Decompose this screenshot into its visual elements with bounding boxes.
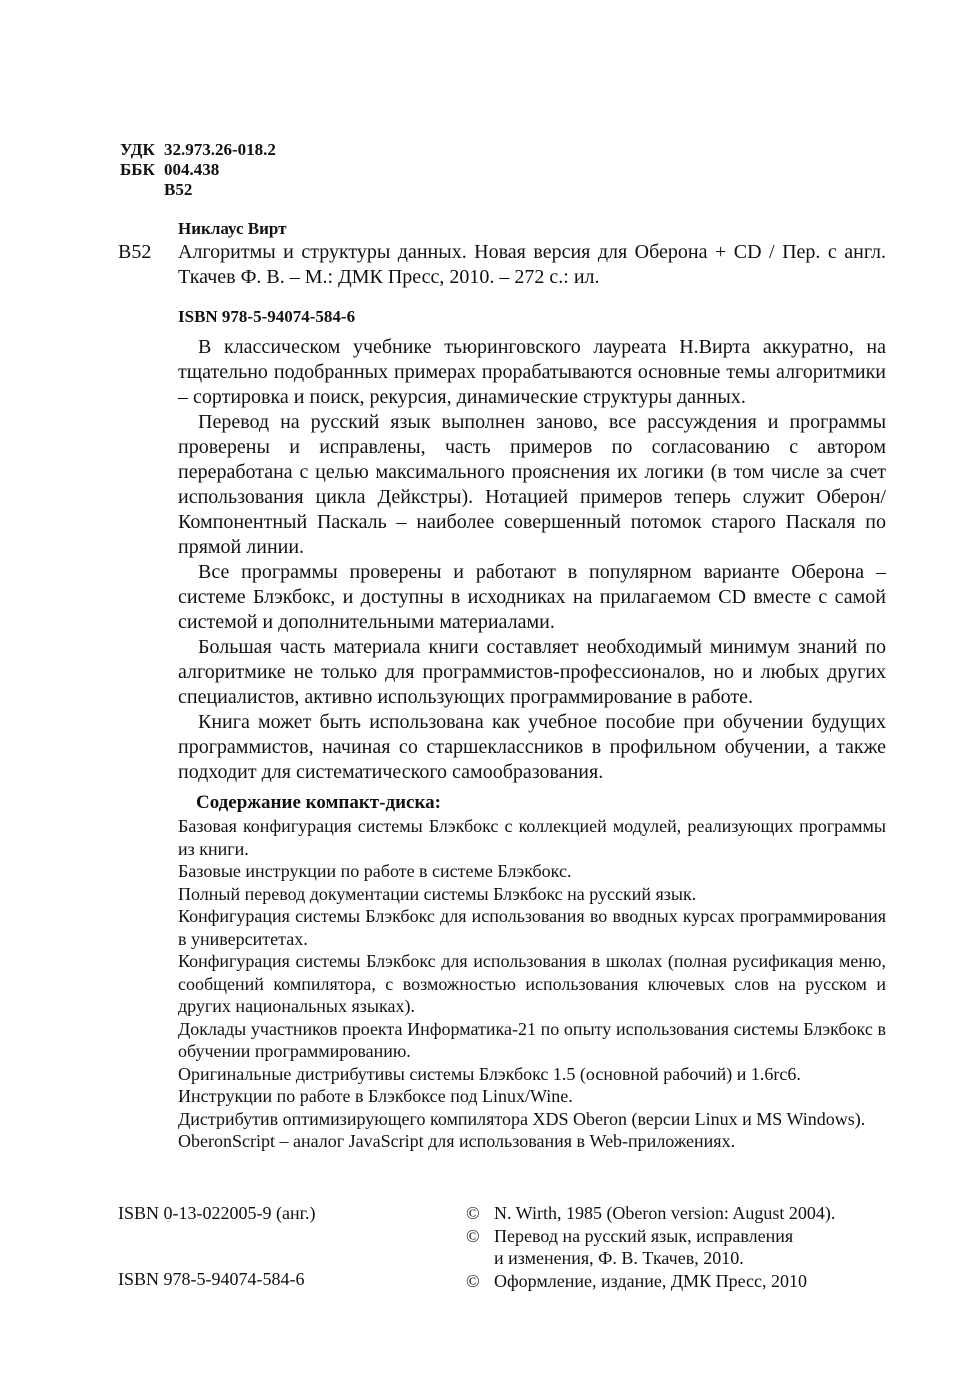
copyright-publisher bbox=[466, 1270, 896, 1293]
copyright-translation bbox=[466, 1225, 896, 1248]
cd-contents-item: Полный перевод документации системы Блэкбокс на русский язык. bbox=[178, 883, 697, 904]
author-mark-value: В52 bbox=[164, 180, 193, 199]
copyright-translation-cont bbox=[466, 1247, 896, 1270]
abstract-paragraph: Большая часть материала книги составляет необходимый минимум знаний по алгоритмике не только для программистов-профессионалов, но и любых других специалистов, активно использующих программирование в работе. bbox=[178, 636, 886, 708]
copyright-text: N. Wirth, 1985 (Oberon version: August 2004). bbox=[494, 1203, 836, 1223]
copyright-symbol: © bbox=[466, 1225, 480, 1246]
copyright-symbol: © bbox=[466, 1270, 480, 1291]
cd-contents-item: Оригинальные дистрибутивы системы Блэкбокс 1.5 (основной рабочий) и 1.6rc6. bbox=[178, 1063, 801, 1084]
abstract-paragraph: Все программы проверены и работают в популярном варианте Оберона – системе Блэкбокс, и доступны в исходниках на прилагаемом CD вместе с самой системой и дополнительными материалами. bbox=[178, 561, 886, 633]
cd-contents-item: OberonScript – аналог JavaScript для использования в Web-приложениях. bbox=[178, 1131, 736, 1151]
author-name: Никлаус Вирт bbox=[178, 219, 287, 238]
abstract-paragraph: В классическом учебнике тьюринговского лауреата Н.Вирта аккуратно, на тщательно подобранных примерах прорабатываются основные темы алгоритмики – сортировка и поиск, рекурсия, динамические структуры данных. bbox=[178, 336, 886, 408]
author-mark-label bbox=[120, 180, 164, 200]
isbn-original: ISBN 0-13-022005-9 (анг.) bbox=[118, 1203, 316, 1223]
abstract-paragraph: Книга может быть использована как учебное пособие при обучении будущих программистов, начиная со старшеклассников в профильном обучении, а также подходит для систематического самообразования. bbox=[178, 711, 886, 783]
bbk-value: 004.438 bbox=[164, 160, 220, 179]
cd-contents-item: Дистрибутив оптимизирующего компилятора XDS Oberon (версии Linux и MS Windows). bbox=[178, 1108, 866, 1129]
abstract-paragraph: Перевод на русский язык выполнен заново, все рассуждения и программы проверены и исправлены, часть примеров по согласованию с автором переработана с целью максимального прояснения их логики (в том числе за счет использования цикла Дейкстры). Нотацией примеров теперь служит Оберон/Компонентный Паскаль – наиболее совершенный потомок старого Паскаля по прямой линии. bbox=[178, 411, 886, 558]
author-mark-row bbox=[120, 180, 276, 200]
cd-contents-item: Доклады участников проекта Информатика-21 по опыту использования системы Блэкбокс в обучении программированию. bbox=[178, 1018, 886, 1061]
classification-block bbox=[120, 140, 276, 200]
isbn-russian: ISBN 978-5-94074-584-6 bbox=[118, 1269, 305, 1289]
cd-contents-item: Инструкции по работе в Блэкбоксе под Linux/Wine. bbox=[178, 1086, 573, 1106]
book-description: Алгоритмы и структуры данных. Новая версия для Оберона + CD / Пер. с англ. Ткачев Ф. В. – М.: ДМК Пресс, 2010. – 272 с.: ил. bbox=[178, 241, 886, 288]
copyright-author bbox=[466, 1202, 896, 1225]
book-author-mark: В52 bbox=[118, 241, 152, 263]
udk-row bbox=[120, 140, 276, 160]
isbn-main: ISBN 978-5-94074-584-6 bbox=[178, 307, 356, 326]
cd-contents-item: Конфигурация системы Блэкбокс для использования в школах (полная русификация меню, сообщений компилятора, с возможностью использования ключевых слов на русском и других национальных языках). bbox=[178, 951, 886, 1016]
udk-label: УДК bbox=[120, 140, 155, 159]
copyright-text: и изменения, Ф. В. Ткачев, 2010. bbox=[494, 1248, 744, 1268]
cd-contents-list bbox=[178, 815, 886, 1153]
bbk-row bbox=[120, 160, 276, 180]
cd-contents-item: Базовые инструкции по работе в системе Блэкбокс. bbox=[178, 861, 572, 881]
udk-value: 32.973.26-018.2 bbox=[164, 140, 276, 159]
copyright-symbol: © bbox=[466, 1203, 480, 1223]
copyright-block bbox=[466, 1202, 896, 1292]
bbk-label: ББК bbox=[120, 160, 155, 179]
cd-contents-item: Базовая конфигурация системы Блэкбокс с коллекцией модулей, реализующих программы из книги. bbox=[178, 816, 886, 859]
abstract bbox=[178, 335, 886, 785]
copyright-text: Оформление, издание, ДМК Пресс, 2010 bbox=[494, 1270, 808, 1291]
cd-contents-item: Конфигурация системы Блэкбокс для использования во вводных курсах программирования в университетах. bbox=[178, 906, 886, 949]
copyright-text: Перевод на русский язык, исправления bbox=[494, 1225, 794, 1246]
cd-contents-title: Содержание компакт-диска: bbox=[196, 792, 441, 813]
copyright-spacer bbox=[466, 1247, 494, 1270]
